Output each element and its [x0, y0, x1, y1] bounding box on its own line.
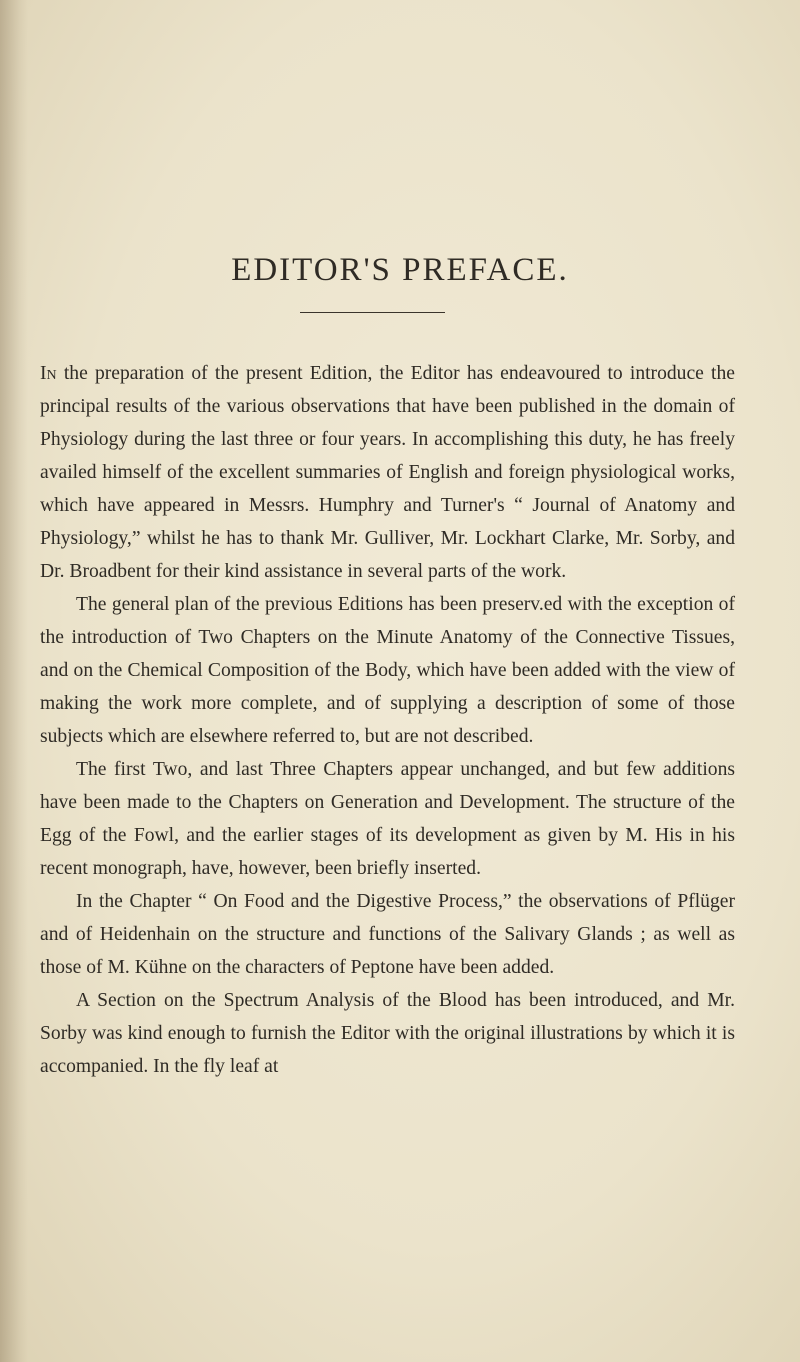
paragraph-text: the preparation of the present Edition, the Editor has endeavoured to introduce the principal results of the various observations that have been published in the domain of Physiology during the last three or four years. In accomplishing this duty, he has freely availed himself of the excellent summaries of English and foreign physiological works, which have appeared in Messrs. Humphry and Turner's “ Journal of Anatomy and Physiology,” whilst he has to thank Mr. Gulliver, Mr. Lockhart Clarke, Mr. Sorby, and Dr. Broadbent for their kind assistance in several parts of the work. — [40, 363, 735, 582]
paragraph-2: The general plan of the previous Editions has been preserv.ed with the exception of the introduction of Two Chapters on the Minute Anatomy of the Connective Tissues, and on the Chemical Composition of the Body, which have been added with the view of making the work more complete, and of supplying a description of some of those subjects which are elsewhere referred to, but are not described. — [40, 594, 735, 747]
paragraph-3: The first Two, and last Three Chapters appear unchanged, and but few additions have been made to the Chapters on Generation and Development. The structure of the Egg of the Fowl, and the earlier stages of its development as given by M. His in his recent monograph, have, however, been briefly inserted. — [40, 759, 735, 879]
paragraph-4: In the Chapter “ On Food and the Digestive Process,” the observations of Pflüger and of Heidenhain on the structure and functions of the Salivary Glands ; as well as those of M. Kühne on the characters of Peptone have been added. — [40, 891, 735, 978]
paragraph-lead-word: In — [40, 363, 57, 384]
page-title: EDITOR'S PREFACE. — [231, 252, 569, 288]
paragraph-5: A Section on the Spectrum Analysis of the Blood has been introduced, and Mr. Sorby was kind enough to furnish the Editor with the original illustrations by which it is accompanied. In the fly leaf at — [40, 990, 735, 1077]
binding-shadow — [0, 0, 28, 1362]
preface-body — [40, 357, 735, 1083]
title-rule — [300, 312, 445, 313]
paragraph-1 — [40, 357, 735, 588]
